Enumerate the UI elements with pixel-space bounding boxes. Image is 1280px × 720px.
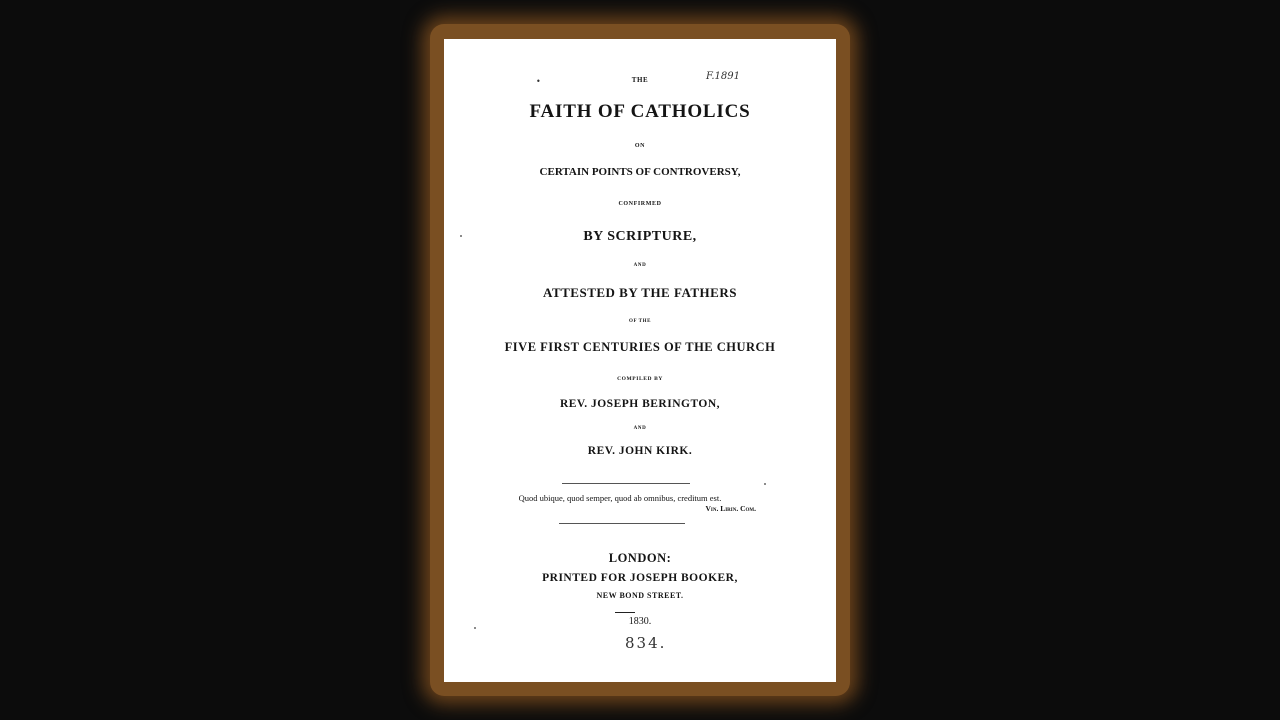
- bottom-rule: [559, 523, 685, 524]
- short-rule: [615, 612, 635, 613]
- address: NEW BOND STREET.: [596, 591, 684, 600]
- handwritten-top-note: F.1891: [706, 71, 741, 82]
- author-1: REV. JOSEPH BERINGTON,: [559, 398, 721, 410]
- handwritten-shelfmark: 834.: [625, 634, 667, 652]
- main-title: FAITH OF CATHOLICS: [529, 101, 751, 122]
- title-confirmed: CONFIRMED: [618, 201, 662, 207]
- title-and-2: AND: [633, 426, 647, 431]
- year: 1830.: [628, 616, 652, 627]
- title-and-1: AND: [633, 263, 647, 268]
- title-on: ON: [634, 143, 646, 149]
- subtitle: CERTAIN POINTS OF CONTROVERSY,: [539, 166, 741, 178]
- author-2: REV. JOHN KIRK.: [587, 445, 693, 457]
- paper-speck: [474, 627, 476, 629]
- epigraph: Quod ubique, quod semper, quod ab omnibus, creditum est.: [518, 493, 722, 503]
- top-rule: [562, 483, 690, 484]
- place: LONDON:: [608, 551, 672, 565]
- compiled-by: COMPILED BY: [617, 376, 663, 382]
- title-page: [444, 39, 836, 682]
- printer: PRINTED FOR JOSEPH BOOKER,: [542, 572, 738, 584]
- title-the: THE: [631, 76, 649, 84]
- title-of-the: OF THE: [628, 319, 652, 324]
- paper-speck: [764, 483, 766, 485]
- ink-mark: •: [536, 77, 541, 86]
- attested-line: ATTESTED BY THE FATHERS: [543, 285, 737, 300]
- by-scripture: BY SCRIPTURE,: [583, 229, 697, 244]
- epigraph-source: Vin. Lirin. Com.: [705, 504, 756, 513]
- paper-speck: [460, 235, 462, 237]
- centuries-line: FIVE FIRST CENTURIES OF THE CHURCH: [504, 340, 776, 354]
